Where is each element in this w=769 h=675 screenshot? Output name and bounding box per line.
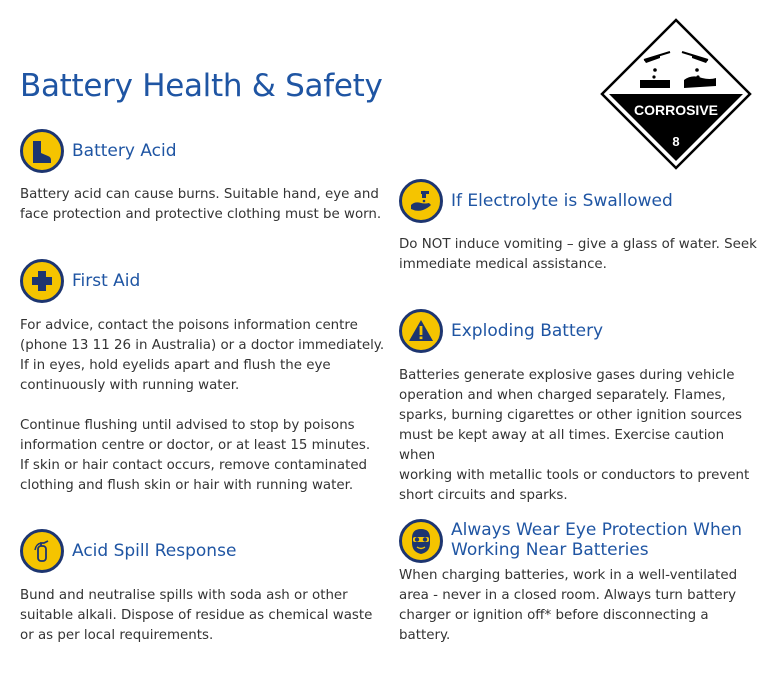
face-goggles-icon: [399, 519, 443, 563]
warning-icon: [399, 309, 443, 353]
first-aid-paragraph-1: For advice, contact the poisons information centre (phone 13 11 26 in Australia) or a doctor immediately. If in eyes, hold eyelids apart and flush the eye continuously with running water.: [20, 318, 385, 393]
section-battery-acid: [20, 129, 390, 225]
exploding-text: Batteries generate explosive gases during vehicle operation and when charged separately. Flames, sparks, burning cigarettes or other ignition sources must be kept away at all times. Exercise caution when working with metallic tools or conductors to prevent short circuits and sparks.: [399, 368, 750, 503]
battery-acid-text: Battery acid can cause burns. Suitable hand, eye and face protection and protective clothing must be worn.: [20, 187, 382, 222]
section-first-aid: [20, 259, 390, 496]
first-aid-cross-icon: [20, 259, 64, 303]
eye-protection-heading: Always Wear Eye Protection When Working Near Batteries: [451, 520, 742, 560]
first-aid-heading: First Aid: [72, 271, 141, 291]
first-aid-paragraph-2: Continue flushing until advised to stop by poisons information centre or doctor, or at least 15 minutes. If skin or hair contact occurs, remove contaminated clothing and flush skin or hair with running water.: [20, 418, 371, 493]
acid-spill-heading: Acid Spill Response: [72, 541, 237, 561]
corrosive-hazard-icon: [600, 18, 752, 174]
tap-hand-icon: [399, 179, 443, 223]
boots-icon: [20, 129, 64, 173]
eye-protection-text: When charging batteries, work in a well-ventilated area - never in a closed room. Always turn battery charger or ignition off* before disconnecting a battery.: [399, 568, 738, 643]
first-aid-text: [20, 316, 390, 496]
section-exploding-battery: [399, 309, 759, 506]
swallowed-text: Do NOT induce vomiting – give a glass of water. Seek immediate medical assistance.: [399, 237, 757, 272]
swallowed-heading: If Electrolyte is Swallowed: [451, 191, 673, 211]
section-acid-spill: [20, 529, 390, 646]
exploding-heading: Exploding Battery: [451, 321, 604, 341]
battery-acid-heading: Battery Acid: [72, 141, 177, 161]
corrosive-label: CORROSIVE: [633, 102, 719, 118]
corrosive-class-number: 8: [672, 134, 680, 149]
section-swallowed: [399, 179, 759, 275]
section-eye-protection: [399, 519, 759, 646]
acid-spill-text: Bund and neutralise spills with soda ash or other suitable alkali. Dispose of residue as chemical waste or as per local requirements.: [20, 588, 373, 643]
page-title: Battery Health & Safety: [20, 68, 383, 104]
fire-extinguisher-icon: [20, 529, 64, 573]
